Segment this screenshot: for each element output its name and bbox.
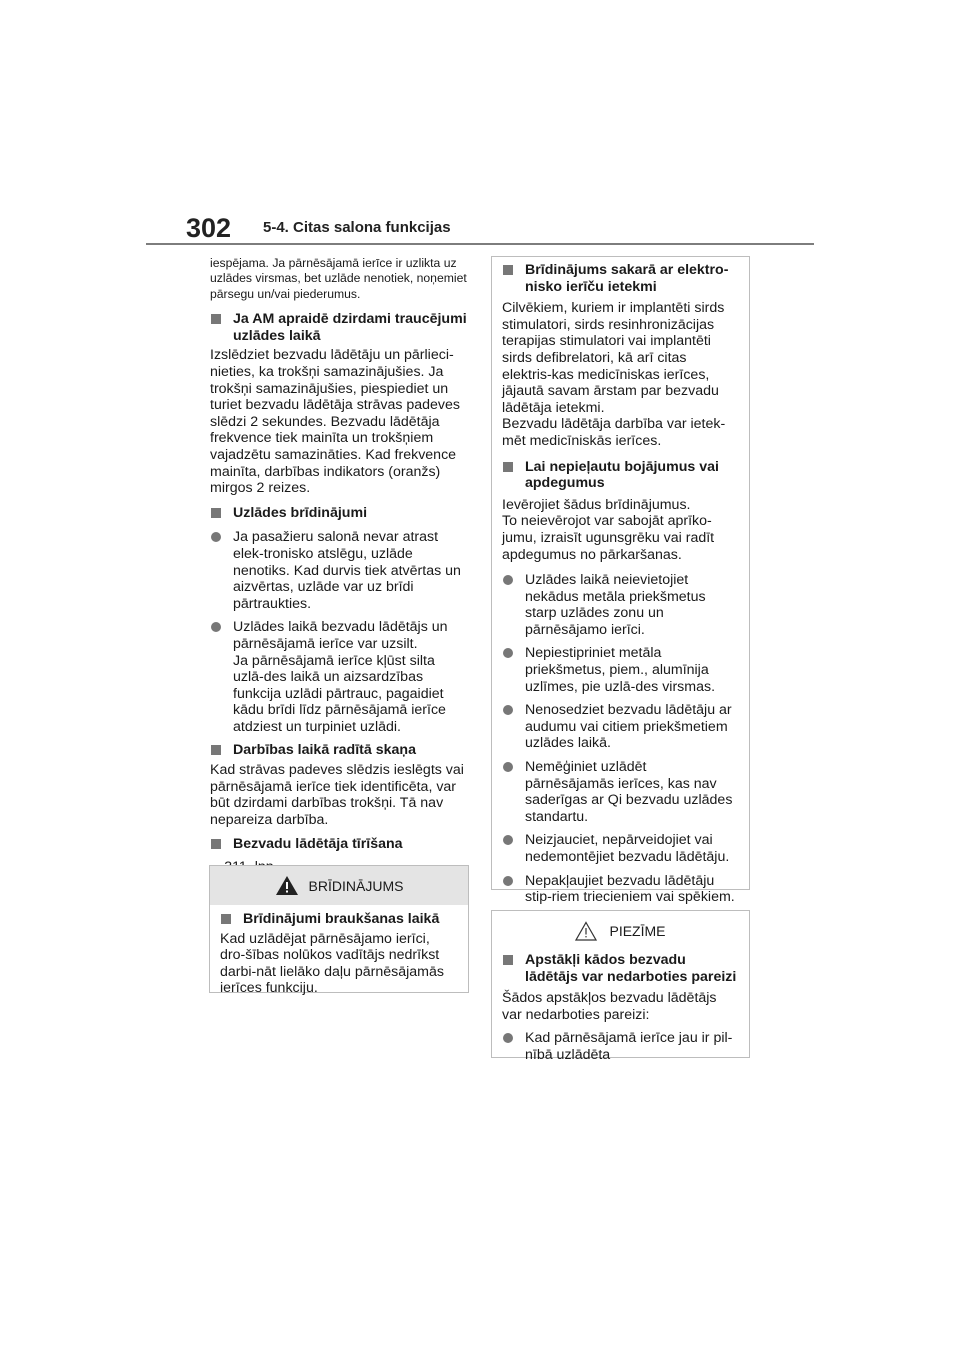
- warning-driving-heading-text: Brīdinājumi braukšanas laikā: [243, 911, 440, 927]
- emi-text: Cilvēkiem, kuriem ir implantēti sirds stimulatori, sirds resinhronizācijas terapijas stimulatori vai implantēti sirds defibrelatori, kā arī citas elektris-kas medicīniskas ierīces, jājautā savam ārstam par bezvadu lādētāja ietekmi.: [502, 300, 725, 416]
- caution-triangle-icon: [575, 921, 597, 941]
- left-column: [210, 256, 468, 883]
- sound-text: Kad strāvas padeves slēdzis ieslēgts vai pārnēsājamā ierīce tiek identificēta, var būt dzirdami darbības trokšņi. Tā nav nepareiza darbība.: [210, 762, 464, 828]
- round-bullet-icon: [503, 575, 513, 585]
- intro-text: iespējama. Ja pārnēsājamā ierīce ir uzlikta uz uzlādes virsmas, bet uzlāde nenotiek, noņemiet pārsegu un/vai piederumus.: [210, 256, 467, 301]
- square-bullet-icon: [503, 265, 513, 275]
- round-bullet-icon: [503, 876, 513, 886]
- round-bullet-icon: [503, 762, 513, 772]
- list-item: [502, 572, 739, 638]
- round-bullet-icon: [503, 835, 513, 845]
- square-bullet-icon: [221, 914, 231, 924]
- bullet-text: Nemēģiniet uzlādēt pārnēsājamās ierīces, kas nav saderīgas ar Qi bezvadu uzlādes standartu.: [525, 759, 733, 825]
- sound-heading-text: Darbības laikā radītā skaņa: [233, 742, 416, 759]
- round-bullet-icon: [503, 1033, 513, 1043]
- header-divider: [146, 243, 814, 245]
- bullet-text: Neizjauciet, nepārveidojiet vai nedemontējiet bezvadu lādētāju.: [525, 832, 730, 865]
- cleaning-heading-text: Bezvadu lādētāja tīrīšana: [233, 836, 403, 853]
- square-bullet-icon: [211, 508, 221, 518]
- warnings-heading-text: Uzlādes brīdinājumi: [233, 504, 368, 521]
- warning-box-body: [210, 905, 468, 997]
- round-bullet-icon: [211, 622, 221, 632]
- warning-continued-box: [491, 256, 750, 906]
- square-bullet-icon: [503, 955, 513, 965]
- damage-heading: [502, 459, 739, 492]
- bullet-text: Kad pārnēsājamā ierīce jau ir pil-nībā uzlādēta: [525, 1030, 733, 1063]
- emi-text-2: Bezvadu lādētāja darbība var ietek-mēt medicīniskās ierīces.: [502, 416, 726, 449]
- note-box-header: [492, 911, 749, 950]
- bullet-electronic-key: [210, 529, 468, 612]
- list-item: [502, 832, 739, 865]
- warnings-heading: [210, 505, 468, 522]
- warning-box-header: [210, 866, 468, 905]
- note-heading-text: Apstākļi kādos bezvadu lādētājs var nedarboties pareizi: [525, 952, 737, 985]
- bullet-text: Nenosedziet bezvadu lādētāju ar audumu vai citiem priekšmetiem uzlādes laikā.: [525, 702, 732, 752]
- warning-box-title: BRĪDINĀJUMS: [308, 877, 404, 894]
- list-item: [502, 702, 739, 752]
- round-bullet-icon: [503, 705, 513, 715]
- list-item: [502, 1030, 739, 1063]
- warning-driving-heading: [220, 911, 458, 928]
- list-item: [502, 873, 739, 906]
- warning-continued-body: [492, 257, 749, 906]
- square-bullet-icon: [211, 745, 221, 755]
- list-item: [502, 759, 739, 825]
- bullet-text: Ja pārnēsājamā ierīce kļūst silta uzlā-des laikā un aizsardzības funkcija uzlādi pārtrauc, pagaidiet kādu brīdi līdz pārnēsājamā ierīce atdziest un turpiniet uzlādi.: [233, 652, 446, 735]
- note-text: Šādos apstākļos bezvadu lādētājs var nedarboties pareizi:: [502, 990, 717, 1023]
- list-item: [502, 645, 739, 695]
- bullet-text: Uzlādes laikā bezvadu lādētājs un pārnēsājamā ierīce var uzsilt.: [233, 619, 448, 652]
- damage-text: Ievērojiet šādus brīdinājumus.: [502, 496, 691, 513]
- page-header: [0, 0, 960, 250]
- warning-triangle-icon: [275, 875, 299, 896]
- bullet-heating: [210, 619, 468, 735]
- note-box: [491, 910, 750, 1063]
- note-box-body: [492, 950, 749, 1064]
- section-title: 5-4. Citas salona funkcijas: [263, 219, 451, 236]
- am-text: Izslēdziet bezvadu lādētāju un pārlieci-nieties, ka trokšņi samazinājušies. Ja trokšņi samazinājušies, piespiediet un turiet bezvadu lādētāja strāvas padeves slēdzi 2 sekundes. Bezvadu lādētāja frekvence tiek mainīta un trokšņiem vajadzētu samazināties. Kad frekvence mainīta, darbības indikators (oranžs) mirgos 2 reizes.: [210, 347, 461, 497]
- am-heading: [210, 311, 468, 344]
- page-number: 302: [186, 213, 232, 243]
- round-bullet-icon: [211, 532, 221, 542]
- bullet-text: Nepakļaujiet bezvadu lādētāju stip-riem triecieniem vai spēkiem.: [525, 872, 735, 906]
- sound-heading: [210, 742, 468, 759]
- warning-box: [209, 865, 469, 997]
- damage-text-2: To neievērojot var sabojāt aprīko-jumu, izraisīt ugunsgrēku vai radīt apdegumus no pārkaršanas.: [502, 513, 715, 563]
- emi-heading-text: Brīdinājums sakarā ar elektro-nisko ierīču ietekmi: [525, 262, 729, 295]
- cleaning-heading: [210, 836, 468, 853]
- bullet-text: Uzlādes laikā neievietojiet nekādus metāla priekšmetus starp uzlādes zonu un pārnēsājamo ierīci.: [525, 572, 706, 638]
- am-heading-text: Ja AM apraidē dzirdami traucējumi uzlādes laikā: [233, 311, 467, 344]
- bullet-text: Nepiestipriniet metāla priekšmetus, piem., alumīnija uzlīmes, pie uzlā-des virsmas.: [525, 645, 716, 695]
- warning-driving-text: Kad uzlādējat pārnēsājamo ierīci, dro-šības nolūkos vadītājs nedrīkst darbi-nāt lielāko daļu pārnēsājamās ierīces funkciju.: [220, 930, 444, 997]
- square-bullet-icon: [211, 314, 221, 324]
- round-bullet-icon: [503, 648, 513, 658]
- note-heading: [502, 952, 739, 985]
- note-box-title: PIEZĪME: [609, 922, 666, 939]
- square-bullet-icon: [503, 462, 513, 472]
- emi-heading: [502, 262, 739, 295]
- bullet-text: Ja pasažieru salonā nevar atrast elek-tronisko atslēgu, uzlāde nenotiks. Kad durvis tiek atvērtas un aizvērtas, uzlāde var uz brīdi pārtraukties.: [233, 529, 461, 612]
- square-bullet-icon: [211, 839, 221, 849]
- damage-heading-text: Lai nepieļautu bojājumus vai apdegumus: [525, 458, 719, 492]
